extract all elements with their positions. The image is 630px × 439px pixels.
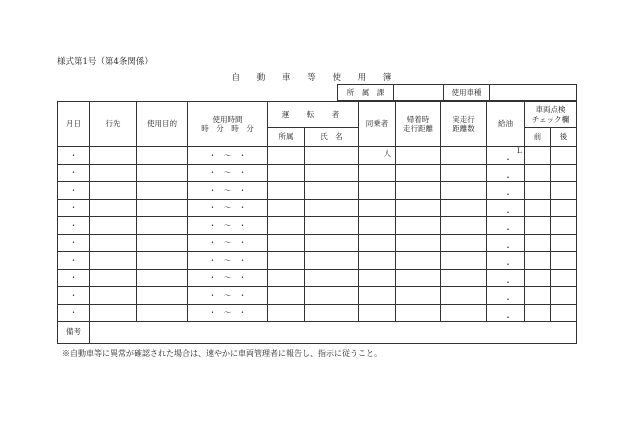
driver-name-cell[interactable] — [305, 199, 359, 217]
usage-time-cell[interactable]: ・ ～ ・ — [188, 182, 268, 200]
driver-name-cell[interactable] — [305, 147, 359, 165]
fuel-cell[interactable] — [487, 147, 525, 165]
vehicle-check-line2: チェック欄 — [531, 114, 570, 124]
usage-time-cell[interactable]: ・ ～ ・ — [188, 252, 268, 270]
driver-name-cell[interactable] — [305, 252, 359, 270]
usage-time-cell[interactable]: ・ ～ ・ — [188, 269, 268, 287]
fuel-cell[interactable] — [487, 199, 525, 217]
driver-name-cell[interactable] — [305, 234, 359, 252]
fuel-header: 給油 — [487, 102, 525, 147]
vehicle-type-label: 使用車種 — [444, 85, 490, 101]
return-odometer-cell[interactable] — [396, 147, 441, 165]
check-before-cell[interactable] — [525, 199, 551, 217]
actual-distance-cell[interactable] — [441, 182, 487, 200]
check-before-header: 前 — [525, 128, 551, 147]
log-row — [58, 269, 577, 287]
driver-affiliation-cell[interactable] — [268, 217, 305, 235]
check-after-cell[interactable] — [551, 182, 577, 200]
driver-affiliation-header: 所属 — [268, 128, 305, 147]
log-row — [58, 252, 577, 270]
return-odometer-cell[interactable] — [396, 199, 441, 217]
usage-time-cell[interactable]: ・ ～ ・ — [188, 234, 268, 252]
passengers-cell[interactable] — [359, 287, 396, 305]
actual-distance-header — [441, 102, 487, 147]
return-odometer-cell[interactable] — [396, 164, 441, 182]
return-odometer-header — [396, 102, 441, 147]
log-row — [58, 199, 577, 217]
log-row — [58, 182, 577, 200]
log-row — [58, 287, 577, 305]
driver-name-cell[interactable] — [305, 217, 359, 235]
purpose-cell[interactable] — [137, 287, 188, 305]
usage-time-cell[interactable]: ・ ～ ・ — [188, 304, 268, 322]
date-cell[interactable]: ・ — [58, 199, 90, 217]
fuel-decimal-dot: ・ — [504, 190, 512, 199]
actual-distance-cell[interactable] — [441, 287, 487, 305]
fuel-cell[interactable] — [487, 164, 525, 182]
usage-time-header — [188, 102, 268, 147]
check-before-cell[interactable] — [525, 147, 551, 165]
check-after-cell[interactable] — [551, 217, 577, 235]
return-odometer-cell[interactable] — [396, 217, 441, 235]
date-header: 月日 — [58, 102, 90, 147]
return-odometer-cell[interactable] — [396, 252, 441, 270]
log-row — [58, 304, 577, 322]
usage-time-title: 使用時間 — [212, 114, 243, 124]
check-after-cell[interactable] — [551, 147, 577, 165]
driver-name-header: 氏 名 — [305, 128, 359, 147]
form-number-label: 様式第1号（第4条関係） — [57, 57, 153, 67]
return-odometer-cell[interactable] — [396, 287, 441, 305]
remarks-row — [58, 322, 577, 344]
check-before-cell[interactable] — [525, 182, 551, 200]
check-before-cell[interactable] — [525, 252, 551, 270]
return-odometer-cell[interactable] — [396, 304, 441, 322]
return-odometer-line2: 走行距離 — [403, 124, 433, 133]
destination-cell[interactable] — [90, 217, 137, 235]
fuel-cell[interactable] — [487, 287, 525, 305]
destination-cell[interactable] — [90, 287, 137, 305]
driver-affiliation-cell[interactable] — [268, 147, 305, 165]
return-odometer-line1: 帰着時 — [406, 114, 430, 124]
passengers-cell[interactable] — [359, 147, 396, 165]
actual-distance-cell[interactable] — [441, 304, 487, 322]
remarks-label: 備考 — [58, 322, 90, 344]
fuel-cell[interactable] — [487, 269, 525, 287]
fuel-cell[interactable] — [487, 234, 525, 252]
purpose-cell[interactable] — [137, 182, 188, 200]
driver-affiliation-cell[interactable] — [268, 287, 305, 305]
driver-affiliation-cell[interactable] — [268, 252, 305, 270]
check-before-cell[interactable] — [525, 304, 551, 322]
driver-name-cell[interactable] — [305, 304, 359, 322]
check-before-cell[interactable] — [525, 234, 551, 252]
purpose-cell[interactable] — [137, 269, 188, 287]
check-after-cell[interactable] — [551, 304, 577, 322]
fuel-decimal-dot: ・ — [504, 172, 512, 182]
driver-affiliation-cell[interactable] — [268, 182, 305, 200]
usage-time-cell[interactable]: ・ ～ ・ — [188, 164, 268, 182]
usage-time-cell[interactable]: ・ ～ ・ — [188, 147, 268, 165]
fuel-cell[interactable] — [487, 304, 525, 322]
log-row — [58, 147, 577, 165]
check-after-cell[interactable] — [551, 199, 577, 217]
log-row — [58, 217, 577, 235]
vehicle-check-header — [525, 102, 577, 128]
driver-name-cell[interactable] — [305, 287, 359, 305]
passengers-header: 同乗者 — [359, 102, 396, 147]
document-title: 自 動 車 等 使 用 簿 — [231, 73, 399, 83]
fuel-unit-label: L — [517, 147, 522, 155]
fuel-decimal-dot: ・ — [504, 207, 512, 217]
check-before-cell[interactable] — [525, 287, 551, 305]
header-info-table — [337, 84, 577, 101]
fuel-decimal-dot: ・ — [504, 260, 512, 269]
vehicle-check-line1: 車両点検 — [535, 105, 566, 115]
passengers-cell[interactable] — [359, 217, 396, 235]
date-cell[interactable]: ・ — [58, 252, 90, 270]
check-after-header: 後 — [551, 128, 577, 147]
destination-cell[interactable] — [90, 252, 137, 270]
driver-affiliation-cell[interactable] — [268, 164, 305, 182]
vehicle-type-field[interactable] — [490, 85, 577, 101]
usage-time-cell[interactable]: ・ ～ ・ — [188, 287, 268, 305]
destination-cell[interactable] — [90, 199, 137, 217]
actual-distance-cell[interactable] — [441, 164, 487, 182]
actual-distance-cell[interactable] — [441, 234, 487, 252]
check-after-cell[interactable] — [551, 287, 577, 305]
driver-affiliation-cell[interactable] — [268, 304, 305, 322]
actual-distance-cell[interactable] — [441, 269, 487, 287]
check-before-cell[interactable] — [525, 269, 551, 287]
usage-time-cell[interactable]: ・ ～ ・ — [188, 199, 268, 217]
destination-cell[interactable] — [90, 164, 137, 182]
log-row — [58, 234, 577, 252]
fuel-decimal-dot: ・ — [504, 312, 512, 322]
destination-cell[interactable] — [90, 147, 137, 165]
purpose-cell[interactable] — [137, 217, 188, 235]
log-row — [58, 164, 577, 182]
actual-distance-cell[interactable] — [441, 252, 487, 270]
return-odometer-cell[interactable] — [396, 269, 441, 287]
date-cell[interactable]: ・ — [58, 147, 90, 165]
purpose-cell[interactable] — [137, 147, 188, 165]
purpose-cell[interactable] — [137, 252, 188, 270]
vehicle-usage-log-table — [57, 101, 577, 344]
actual-distance-cell[interactable] — [441, 147, 487, 165]
check-after-cell[interactable] — [551, 164, 577, 182]
usage-time-cell[interactable]: ・ ～ ・ — [188, 217, 268, 235]
check-after-cell[interactable] — [551, 252, 577, 270]
purpose-cell[interactable] — [137, 234, 188, 252]
destination-cell[interactable] — [90, 234, 137, 252]
actual-distance-cell[interactable] — [441, 199, 487, 217]
destination-header: 行先 — [90, 102, 137, 147]
driver-name-cell[interactable] — [305, 164, 359, 182]
return-odometer-cell[interactable] — [396, 234, 441, 252]
check-after-cell[interactable] — [551, 269, 577, 287]
footnote: ※自動車等に異常が確認された場合は、速やかに車両管理者に報告し、指示に従うこと。 — [62, 349, 382, 358]
purpose-header: 使用目的 — [137, 102, 188, 147]
fuel-decimal-dot: ・ — [504, 242, 512, 252]
fuel-cell[interactable] — [487, 182, 525, 200]
passengers-cell[interactable] — [359, 199, 396, 217]
fuel-decimal-dot: ・ — [504, 225, 512, 234]
passengers-cell[interactable] — [359, 234, 396, 252]
driver-name-cell[interactable] — [305, 269, 359, 287]
check-before-cell[interactable] — [525, 217, 551, 235]
date-cell[interactable]: ・ — [58, 217, 90, 235]
actual-distance-cell[interactable] — [441, 217, 487, 235]
fuel-decimal-dot: ・ — [504, 295, 512, 304]
actual-distance-line2: 距離数 — [452, 124, 475, 133]
usage-time-subtitle: 時 分 時 分 — [201, 124, 254, 133]
passengers-cell[interactable] — [359, 164, 396, 182]
fuel-decimal-dot: ・ — [504, 277, 512, 287]
driver-affiliation-cell[interactable] — [268, 234, 305, 252]
driver-header: 運 転 者 — [268, 102, 359, 128]
driver-affiliation-cell[interactable] — [268, 269, 305, 287]
date-cell[interactable]: ・ — [58, 304, 90, 322]
passengers-cell[interactable] — [359, 269, 396, 287]
department-field[interactable] — [394, 85, 444, 101]
destination-cell[interactable] — [90, 269, 137, 287]
driver-affiliation-cell[interactable] — [268, 199, 305, 217]
check-before-cell[interactable] — [525, 164, 551, 182]
passengers-cell[interactable] — [359, 182, 396, 200]
date-cell[interactable]: ・ — [58, 287, 90, 305]
fuel-cell[interactable] — [487, 217, 525, 235]
date-cell[interactable]: ・ — [58, 234, 90, 252]
purpose-cell[interactable] — [137, 164, 188, 182]
remarks-field[interactable] — [90, 322, 577, 344]
date-cell[interactable]: ・ — [58, 269, 90, 287]
department-label: 所 属 課 — [338, 85, 394, 101]
check-after-cell[interactable] — [551, 234, 577, 252]
purpose-cell[interactable] — [137, 304, 188, 322]
destination-cell[interactable] — [90, 182, 137, 200]
return-odometer-cell[interactable] — [396, 182, 441, 200]
driver-name-cell[interactable] — [305, 182, 359, 200]
date-cell[interactable]: ・ — [58, 164, 90, 182]
fuel-cell[interactable] — [487, 252, 525, 270]
fuel-decimal-dot: ・ — [504, 155, 512, 164]
destination-cell[interactable] — [90, 304, 137, 322]
purpose-cell[interactable] — [137, 199, 188, 217]
passenger-unit: 人 — [383, 149, 391, 158]
actual-distance-line1: 実走行 — [452, 114, 475, 124]
passengers-cell[interactable] — [359, 304, 396, 322]
passengers-cell[interactable] — [359, 252, 396, 270]
date-cell[interactable]: ・ — [58, 182, 90, 200]
